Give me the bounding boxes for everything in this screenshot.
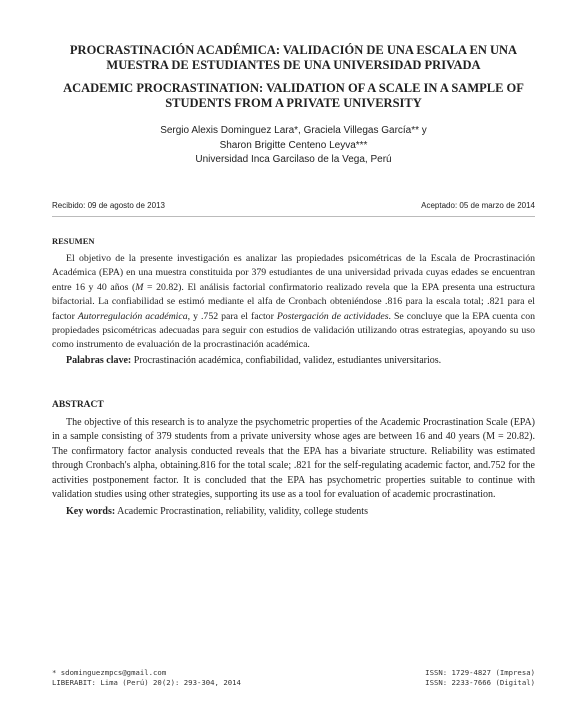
- resumen-factor-1: Autorregulación académica: [77, 310, 188, 322]
- title-spanish: PROCRASTINACIÓN ACADÉMICA: VALIDACIÓN DE UNA ESCALA EN UNA MUESTRA DE ESTUDIANTES DE UNA UNIVERSIDAD PRIVADA: [69, 43, 518, 72]
- page-footer: [52, 668, 535, 692]
- resumen-factor-2: Postergación de actividades: [276, 310, 389, 322]
- title-english: ACADEMIC PROCRASTINATION: VALIDATION OF A SCALE IN A SAMPLE OF STUDENTS FROM A PRIVATE UNIVERSITY: [63, 81, 524, 110]
- resumen-m-symbol: M: [135, 281, 144, 293]
- received-date: Recibido: 09 de agosto de 2013: [52, 201, 165, 210]
- resumen-heading: RESUMEN: [52, 236, 95, 246]
- footnote-email: * sdominguezmpcs@gmail.com: [52, 668, 167, 677]
- divider: [52, 216, 535, 217]
- palabras-clave-text: Procrastinación académica, confiabilidad, validez, estudiantes universitarios.: [131, 355, 442, 366]
- authors-block: [40, 124, 547, 168]
- palabras-clave: [66, 354, 535, 367]
- key-words-label: Key words:: [66, 506, 116, 517]
- resumen-text-1: El objetivo de la presente investigación es analizar las propiedades psicométricas de la Escala de Procrastinación Académica (EPA) en una muestra constituida por 379 estudiantes de una universidad privada cuyas edades se encuentran entre 16 y 40 años (: [52, 253, 535, 293]
- resumen-text-3: , y .752 para el factor: [187, 310, 277, 322]
- author-line-1: Sergio Alexis Dominguez Lara*, Graciela Villegas García** y: [160, 125, 427, 136]
- affiliation: Universidad Inca Garcilaso de la Vega, Perú: [195, 154, 392, 165]
- issn-digital: ISSN: 2233-7666 (Digital): [425, 678, 535, 687]
- palabras-clave-label: Palabras clave:: [66, 355, 132, 366]
- journal-citation: LIBERABIT: Lima (Perú) 20(2): 293-304, 2014: [52, 678, 241, 687]
- resumen-text-2: = 20.82). El análisis factorial confirmatorio realizado revela que la EPA presenta una estructura bifactorial. La confiabilidad se estimó mediante el alfa de Cronbach obteniéndose .816 para la escala total; .821 para el factor: [52, 281, 535, 322]
- resumen-paragraph: [52, 252, 535, 353]
- abstract-paragraph: The objective of this research is to analyze the psychometric properties of the Academic Procrastination Scale (EPA) in a sample consisting of 379 students from a private university whose ages are between 16 and 40 years (M = 20.82). The confirmatory factor analysis conducted reveals that the EPA has a bivariate structure. Reliability was estimated through Cronbach's alpha, obtaining.816 for the total scale; .821 for the self-regulating academic factor, and.752 for the activities postponement factor. It is concluded that the EPA has psychometric properties suitable to continue with validation studies using other strategies, supporting its use as a tool for evaluation of academic procrastination.: [52, 417, 535, 501]
- abstract-heading: ABSTRACT: [52, 400, 104, 410]
- key-words-text: Academic Procrastination, reliability, validity, college students: [115, 506, 368, 517]
- issn-print: ISSN: 1729-4827 (Impresa): [425, 668, 535, 677]
- key-words: [66, 505, 535, 518]
- resumen-text-4: . Se concluye que la EPA cuenta con propiedades psicométricas adecuadas para seguir con estudios de validación utilizando otras estrategias, apoyando su uso como instrumento de evaluación de la procrastinación académica.: [52, 310, 535, 351]
- author-line-2: Sharon Brigitte Centeno Leyva***: [219, 139, 368, 151]
- accepted-date: Aceptado: 05 de marzo de 2014: [421, 201, 535, 210]
